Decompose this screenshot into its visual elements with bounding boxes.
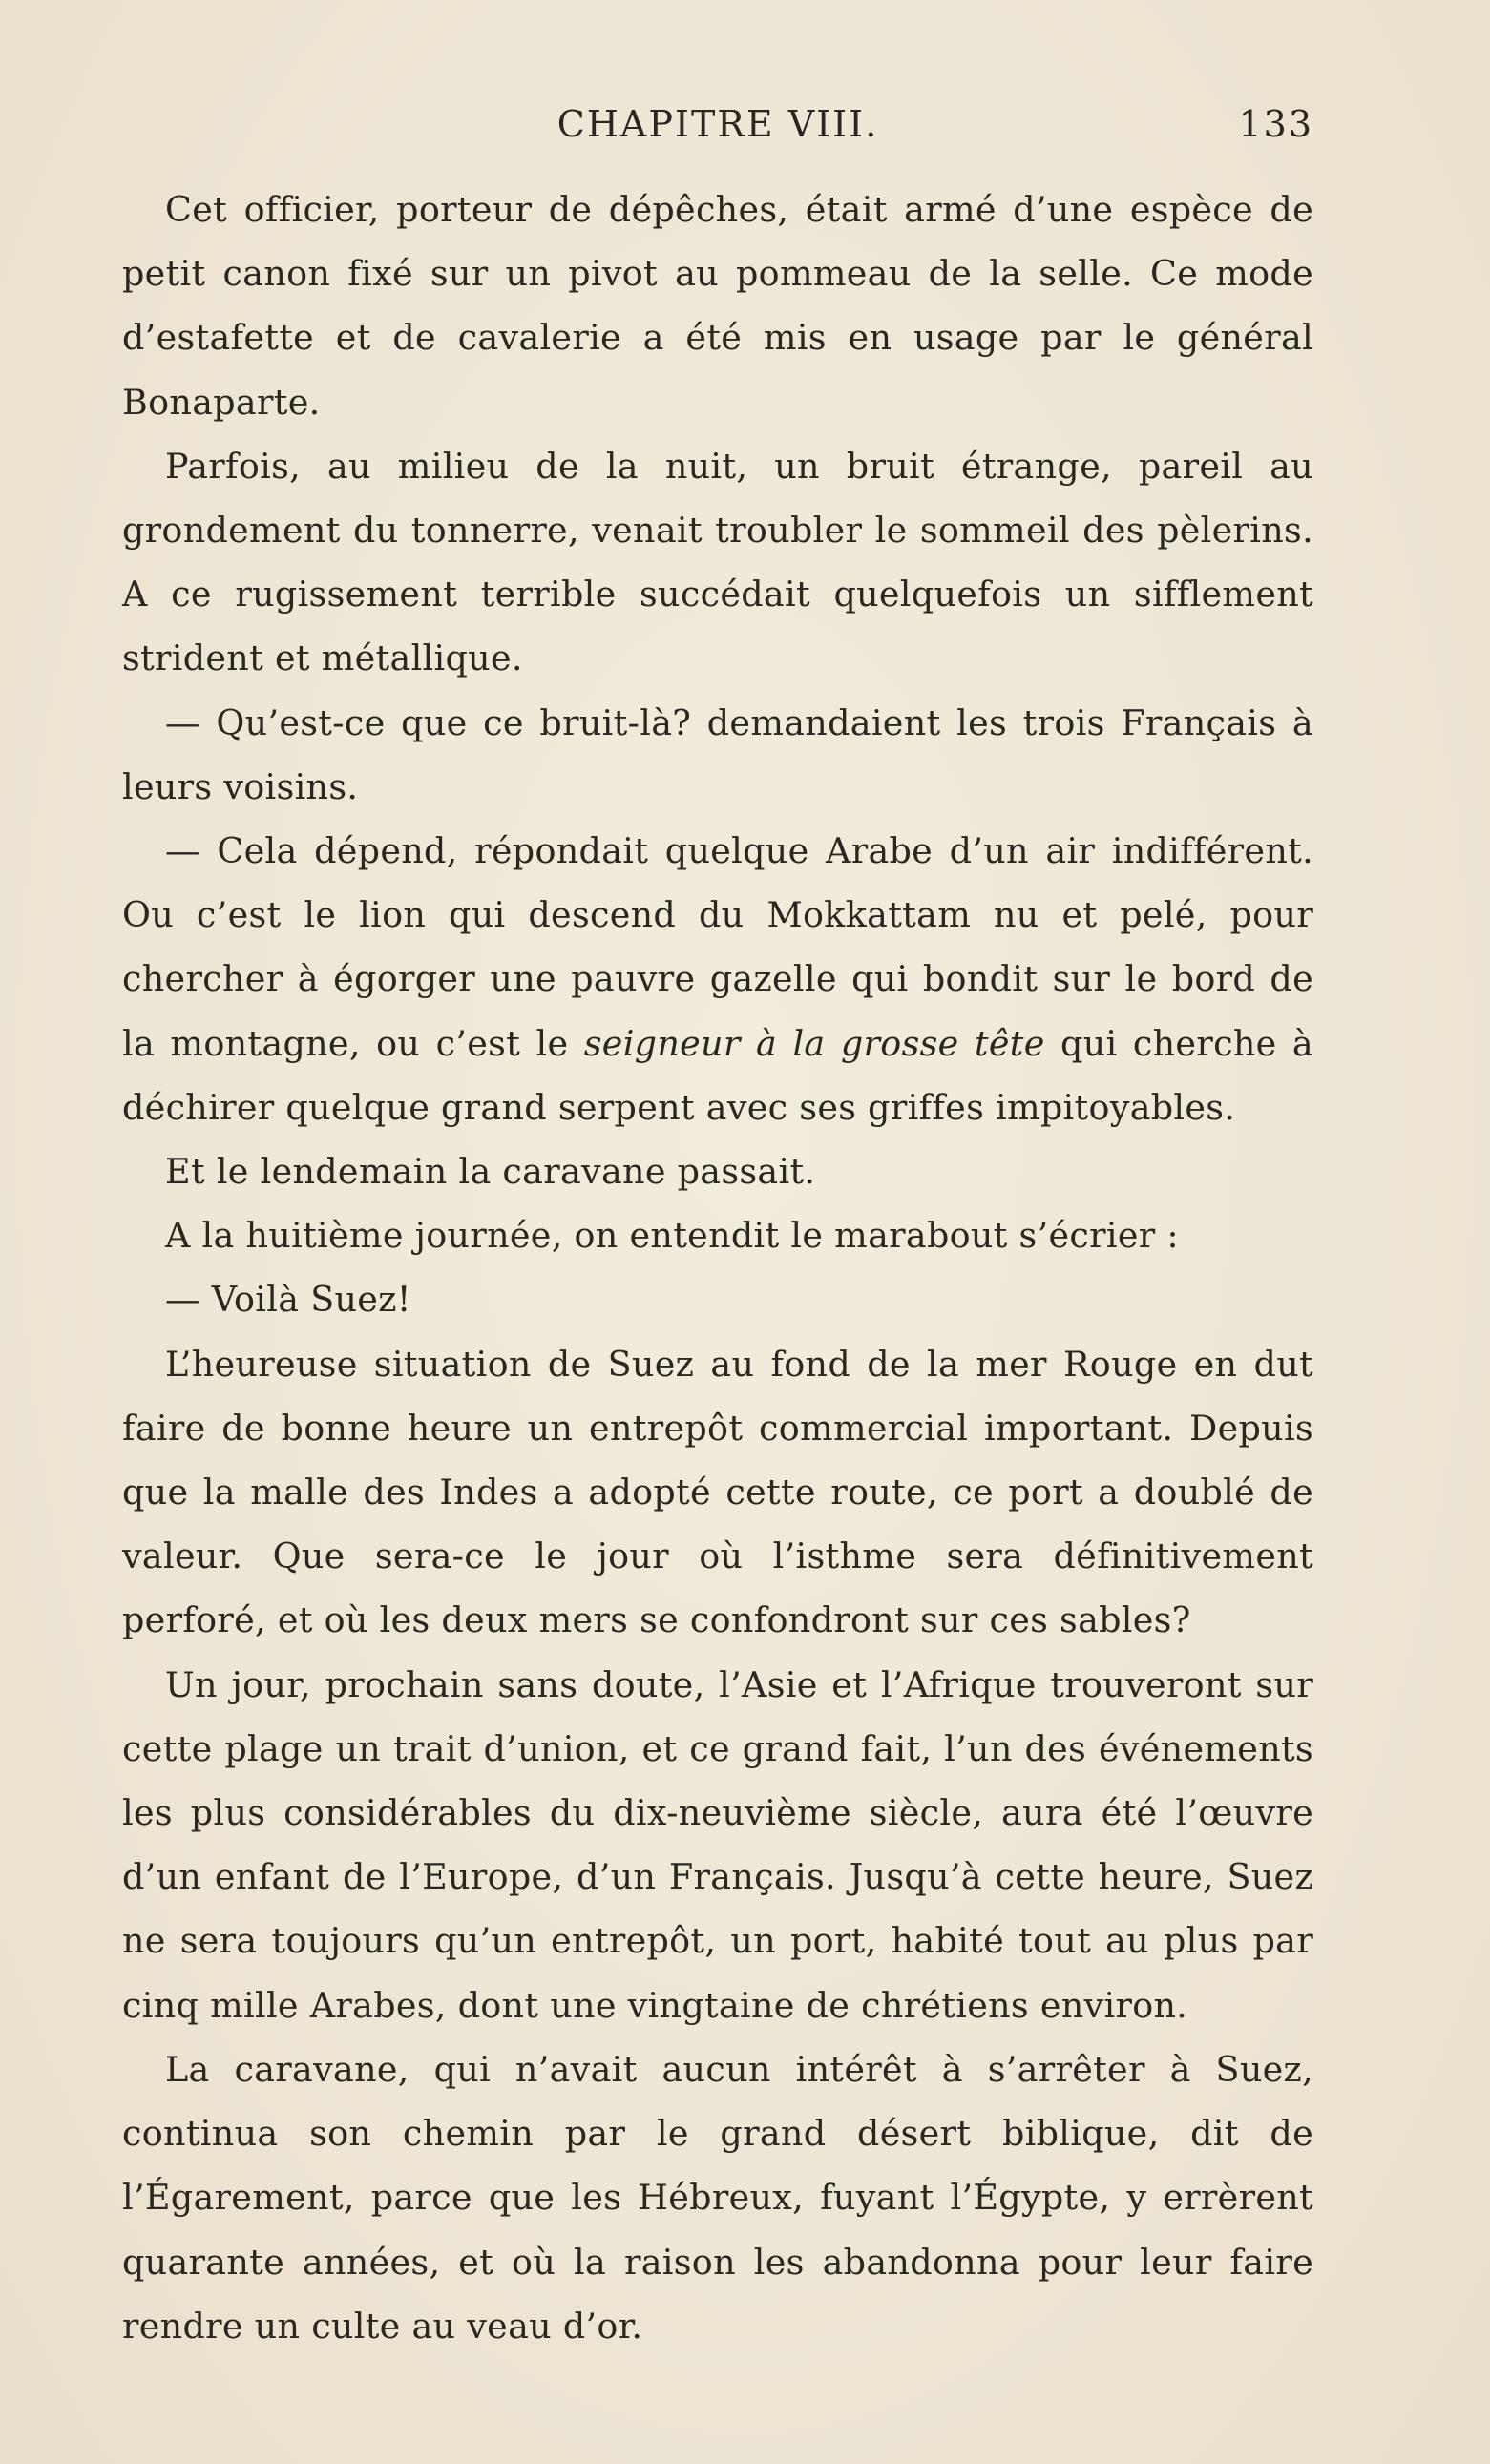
paragraph-7: — Voilà Suez! <box>165 1279 411 1321</box>
paragraph-6: A la huitième journée, on entendit le marabout s’écrier : <box>165 1215 1180 1257</box>
page-number: 133 <box>1238 103 1313 145</box>
paragraph-4-end: qui cherche à déchirer quelque grand serpent avec ses griffes impitoyables. <box>122 1022 1313 1128</box>
paragraph-4-italic: seigneur à la grosse tête <box>583 1022 1045 1064</box>
paragraph-5: Et le lendemain la caravane passait. <box>165 1151 816 1193</box>
paragraph-3: — Qu’est-ce que ce bruit-là? demandaient les trois Français à leurs voisins. <box>122 701 1313 807</box>
paragraph-2: Parfois, au milieu de la nuit, un bruit étrange, pareil au grondement du tonnerre, venait troubler le sommeil des pèlerins. A ce rugissement terrible succédait quelquefois un sifflement strident et métallique. <box>122 445 1313 679</box>
paragraph-1: Cet officier, porteur de dépêches, était armé d’une espèce de petit canon fixé sur un pivot au pommeau de la selle. Ce mode d’estafette et de cavalerie a été mis en usage par le général Bonaparte. <box>122 189 1313 423</box>
paragraph-4-start: — Cela dépend, répondait quelque Arabe d’un air indifférent. Ou c’est le lion qui descend du Mokkattam nu et pelé, pour chercher à égorger une pauvre gazelle qui bondit sur le bord de la montagne, ou c’est le <box>122 830 1313 1064</box>
paragraph-10: La caravane, qui n’avait aucun intérêt à s’arrêter à Suez, continua son chemin par le grand désert biblique, dit de l’Égarement, parce que les Hébreux, fuyant l’Égypte, y errèrent quarante années, et où la raison les abandonna pour leur faire rendre un culte au veau d’or. <box>122 2048 1313 2347</box>
page-header <box>122 103 1313 160</box>
running-title: CHAPITRE VIII. <box>556 103 879 145</box>
paragraph-8: L’heureuse situation de Suez au fond de la mer Rouge en dut faire de bonne heure un entrepôt commercial important. Depuis que la malle des Indes a adopté cette route, ce port a doublé de valeur. Que sera-ce le jour où l’isthme sera définitivement perforé, et où les deux mers se confondront sur ces sables? <box>122 1343 1313 1641</box>
body-text <box>122 177 1313 2358</box>
paragraph-9: Un jour, prochain sans doute, l’Asie et l’Afrique trouveront sur cette plage un trait d’union, et ce grand fait, l’un des événements les plus considérables du dix-neuvième siècle, aura été l’œuvre d’un enfant de l’Europe, d’un Français. Jusqu’à cette heure, Suez ne sera toujours qu’un entrepôt, un port, habité tout au plus par cinq mille Arabes, dont une vingtaine de chrétiens environ. <box>122 1663 1313 2026</box>
paragraph-4 <box>122 819 1313 1139</box>
